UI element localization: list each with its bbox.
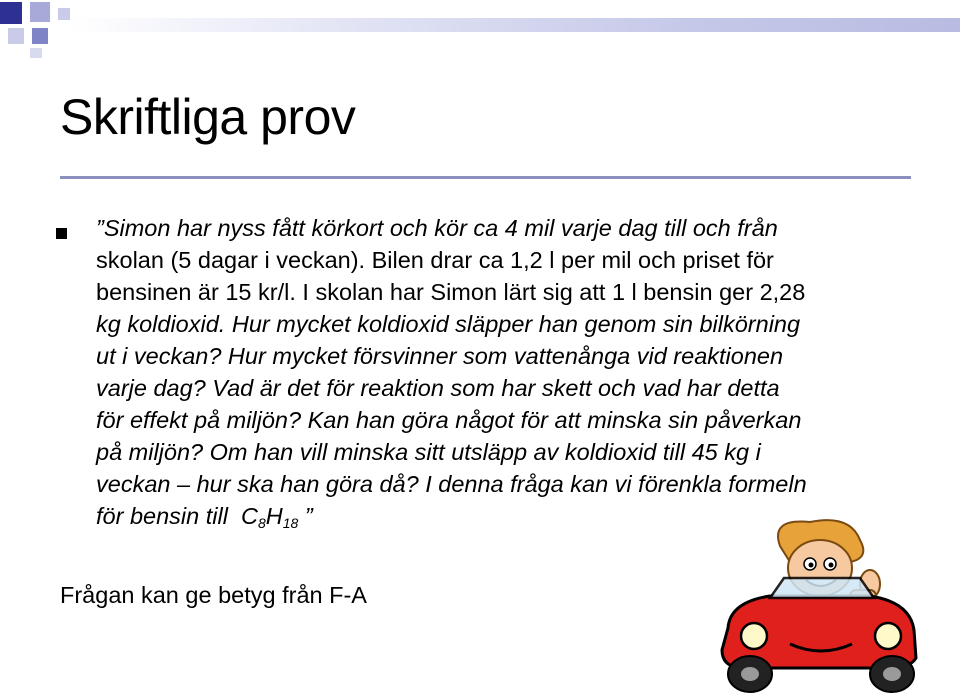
bullet-square-icon — [56, 228, 67, 239]
formula-carbon: C — [241, 503, 258, 529]
corner-squares-icon — [0, 0, 80, 60]
question-line: veckan – hur ska han göra då? I denna fråga kan vi förenkla formeln — [96, 471, 807, 497]
question-line: på miljön? Om han vill minska sitt utsläpp av koldioxid till 45 kg i — [96, 439, 761, 465]
question-line: bensinen är 15 kr/l. I skolan har Simon lärt sig att 1 l bensin ger 2,28 — [96, 279, 806, 305]
grade-note: Frågan kan ge betyg från F-A — [60, 582, 367, 608]
question-line: ut i veckan? Hur mycket försvinner som vattenånga vid reaktionen — [96, 343, 784, 369]
question-line: varje dag? Vad är det för reaktion som har skett och vad har detta — [96, 375, 780, 401]
closing-quote: ” — [304, 503, 313, 529]
boy-in-red-car-illustration — [710, 518, 925, 694]
chemical-formula — [234, 503, 312, 529]
header-band — [70, 18, 960, 32]
slide-title: Skriftliga prov — [60, 89, 356, 145]
question-line: kg koldioxid. Hur mycket koldioxid släpper han genom sin bilkörning — [96, 311, 801, 337]
formula-carbon-count: 8 — [257, 515, 266, 531]
question-text — [96, 212, 916, 539]
question-line: för effekt på miljön? Kan han göra något för att minska sin påverkan — [96, 407, 802, 433]
question-line: skolan (5 dagar i veckan). Bilen drar ca 1,2 l per mil och priset för — [96, 247, 774, 273]
formula-prefix: för bensin till — [96, 503, 228, 529]
title-underline — [60, 176, 911, 179]
formula-hydrogen: H — [265, 503, 283, 529]
question-line: ”Simon har nyss fått körkort och kör ca 4 mil varje dag till och från — [96, 215, 778, 241]
formula-hydrogen-count: 18 — [282, 515, 299, 531]
